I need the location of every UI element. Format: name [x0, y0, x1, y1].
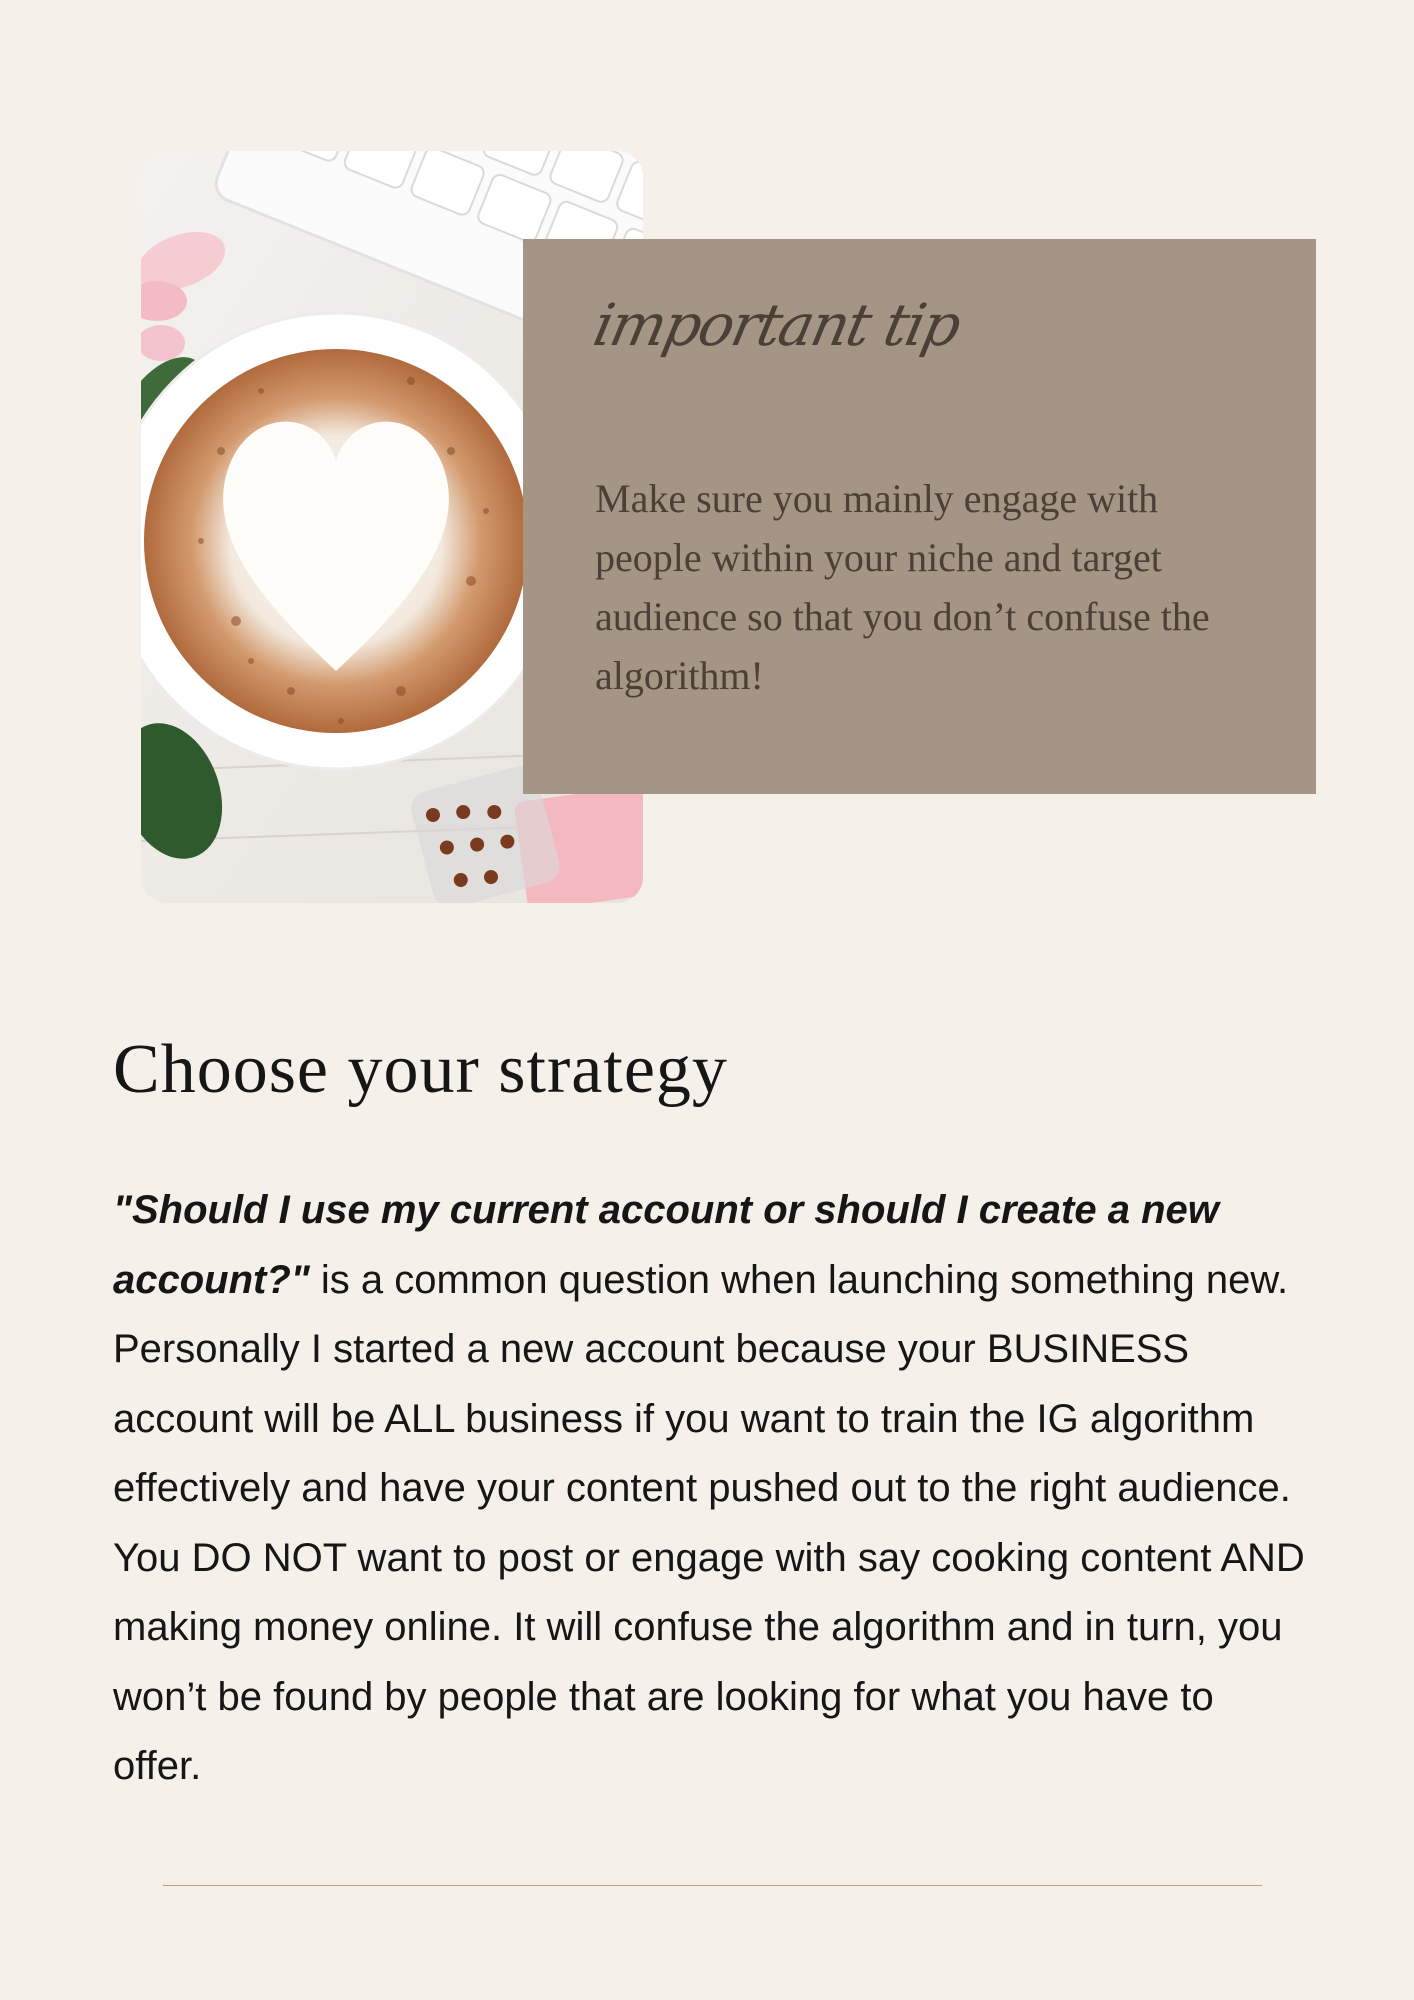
- tip-heading: important tip: [587, 291, 966, 359]
- section-title: Choose your strategy: [113, 1031, 728, 1108]
- section-body-text: is a common question when launching something new. Personally I started a new account because your BUSINESS account will be ALL business if you want to train the IG algorithm effectively and have your content pushed out to the right audience. You DO NOT want to post or engage with say cooking content AND making money online. It will confuse the algorithm and in turn, you won’t be found by people that are looking for what you have to offer.: [113, 1257, 1305, 1788]
- divider: [163, 1885, 1262, 1886]
- tip-body: Make sure you mainly engage with people within your niche and target audience so that you don’t confuse the algorithm!: [595, 476, 1210, 698]
- tip-card: [523, 239, 1316, 794]
- section-question: "Should I use my current account or should I create a new account?": [113, 1188, 1219, 1302]
- section-body: [113, 1176, 1313, 1802]
